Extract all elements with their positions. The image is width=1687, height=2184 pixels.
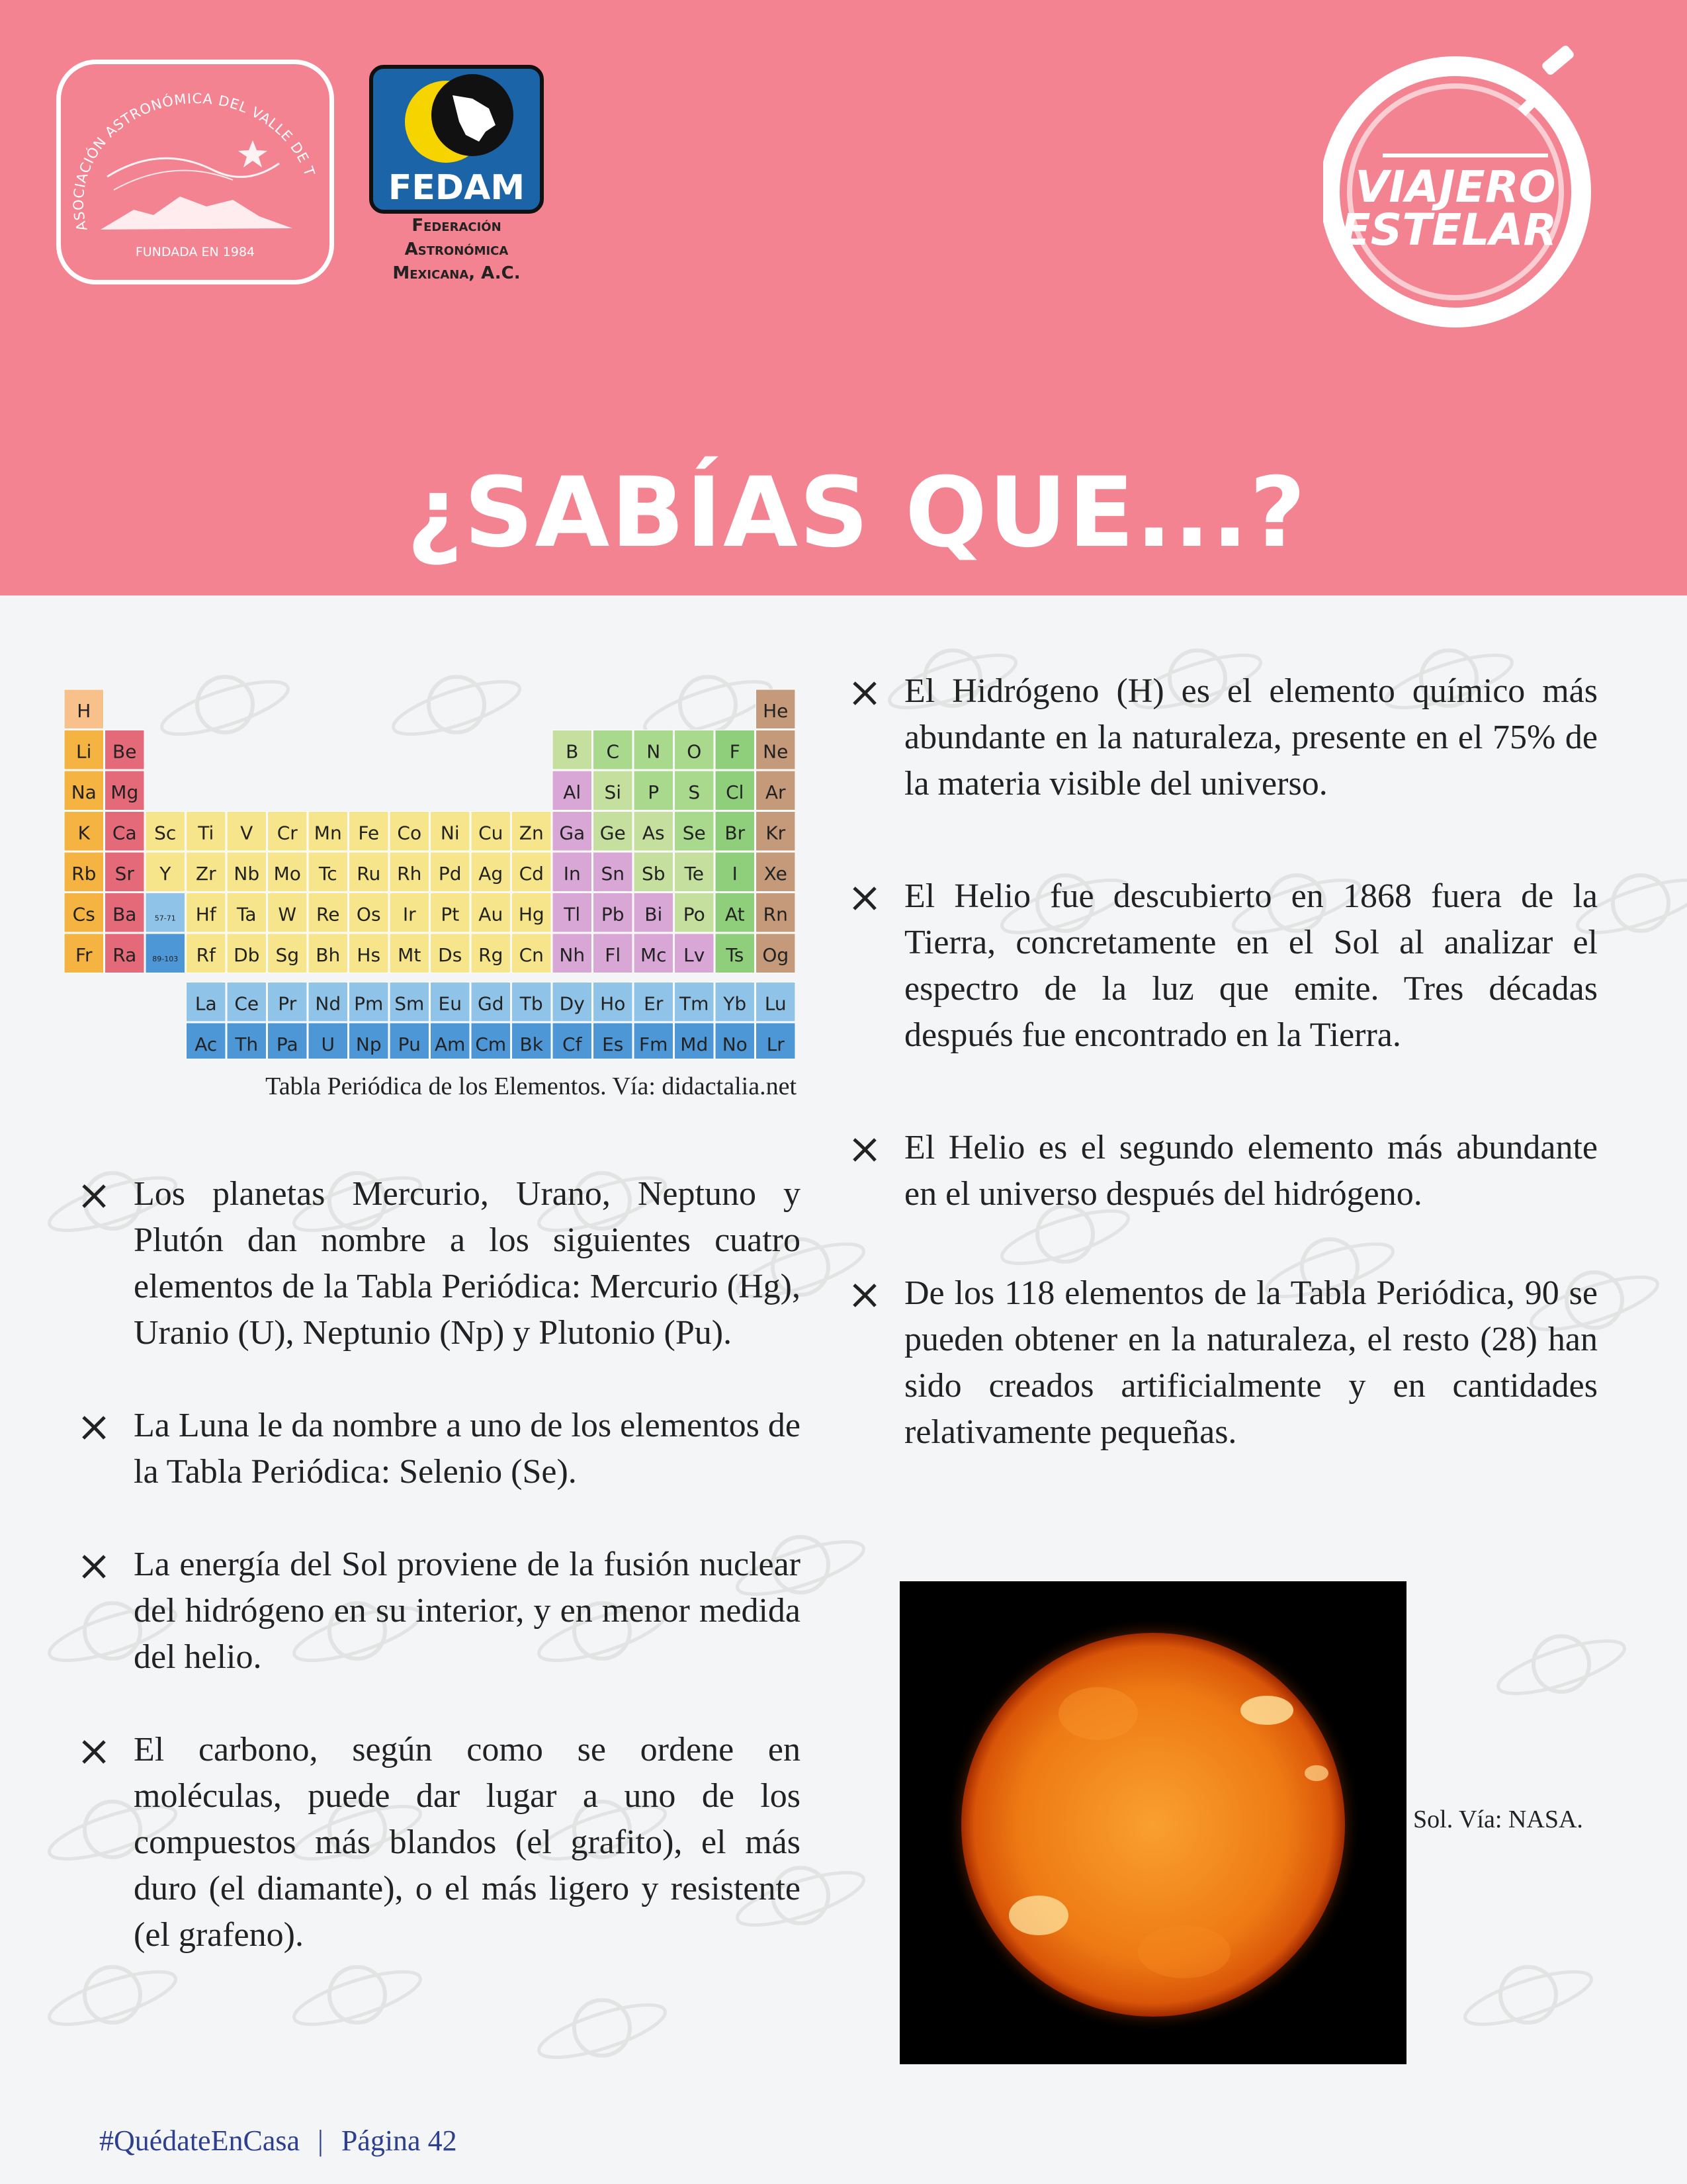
element-symbol: Ta [236, 903, 257, 926]
element-symbol: Bk [519, 1033, 543, 1055]
element-cell [227, 1023, 267, 1059]
element-cell [64, 852, 104, 892]
element-cell [146, 812, 185, 852]
element-symbol: Lv [683, 944, 705, 966]
element-symbol: Be [112, 740, 137, 763]
x-bullet-icon [850, 1135, 879, 1164]
element-cell [105, 852, 145, 892]
element-symbol: Te [684, 863, 705, 885]
element-cell [634, 730, 673, 770]
element-symbol: Sc [154, 822, 177, 844]
element-symbol: Og [762, 944, 789, 966]
element-symbol: Ce [234, 992, 259, 1015]
element-cell [308, 934, 348, 973]
element-symbol: Cl [726, 781, 744, 803]
element-symbol: Se [682, 822, 706, 844]
element-symbol: Dy [559, 992, 585, 1015]
element-symbol: V [240, 822, 253, 844]
periodic-table-graphic [63, 688, 797, 1059]
element-symbol: Cf [562, 1033, 582, 1055]
element-symbol: U [321, 1033, 335, 1055]
x-bullet-icon [79, 1737, 108, 1767]
element-cell [675, 852, 714, 892]
element-cell [227, 983, 267, 1022]
header-banner [0, 0, 1687, 595]
x-bullet-icon [79, 1182, 108, 1211]
element-symbol: He [763, 700, 789, 722]
element-cell [593, 1023, 633, 1059]
element-cell [675, 812, 714, 852]
fact-text: El Helio es el segundo elemento más abundante en el universo después del hidrógeno. [904, 1129, 1598, 1213]
element-symbol: Sr [114, 863, 134, 885]
element-symbol: Tb [519, 992, 543, 1015]
element-symbol: Nb [234, 863, 260, 885]
element-symbol: Re [316, 903, 340, 926]
element-symbol: Pd [438, 863, 462, 885]
sun-photo [900, 1581, 1406, 2064]
element-symbol: Cd [519, 863, 544, 885]
element-cell [268, 893, 308, 933]
element-symbol: Np [355, 1033, 382, 1055]
element-symbol: Ti [198, 822, 214, 844]
element-cell [146, 934, 185, 973]
element-symbol: No [722, 1033, 748, 1055]
element-symbol: I [732, 863, 738, 885]
element-symbol: C [606, 740, 620, 763]
periodic-table-figure [63, 688, 797, 1059]
right-column-facts [850, 668, 1598, 1456]
fact-item [850, 668, 1598, 807]
element-symbol: Ac [195, 1033, 218, 1055]
element-cell [552, 812, 592, 852]
fact-text: Los planetas Mercurio, Urano, Neptuno y Plutón dan nombre a los siguientes cuatro elementos de la Tabla Periódica: Mercurio (Hg), Uranio (U), Neptunio (Np) y Plutonio (Pu). [134, 1175, 800, 1352]
element-symbol: Gd [478, 992, 504, 1015]
fact-item [850, 1270, 1598, 1456]
element-cell [634, 934, 673, 973]
element-symbol: Co [397, 822, 422, 844]
element-cell [471, 1023, 511, 1059]
element-symbol: Pr [278, 992, 297, 1015]
element-symbol: Bi [644, 903, 663, 926]
element-cell [146, 893, 185, 933]
fedam-logo-text: FEDAM [388, 168, 525, 208]
element-symbol: B [566, 740, 579, 763]
x-bullet-icon [79, 1552, 108, 1581]
element-cell [634, 1023, 673, 1059]
element-symbol: At [724, 903, 745, 926]
element-cell [308, 983, 348, 1022]
fedam-logo [369, 65, 544, 283]
element-cell [349, 983, 389, 1022]
element-symbol: Db [234, 944, 260, 966]
element-symbol: Er [644, 992, 664, 1015]
page-footer [99, 2124, 457, 2158]
element-symbol: Br [724, 822, 746, 844]
avt-logo-founded: FUNDADA EN 1984 [135, 245, 255, 259]
element-symbol: Sn [601, 863, 625, 885]
element-cell [64, 689, 104, 729]
element-symbol: Fl [605, 944, 621, 966]
planet-watermark-icon [1489, 1621, 1634, 1707]
element-cell [268, 812, 308, 852]
element-symbol: Sg [275, 944, 300, 966]
element-symbol: Pu [398, 1033, 421, 1055]
element-cell [593, 852, 633, 892]
element-cell [471, 983, 511, 1022]
element-symbol: Sm [394, 992, 425, 1015]
element-symbol: Pm [354, 992, 384, 1015]
element-symbol: Ir [402, 903, 416, 926]
fact-text: De los 118 elementos de la Tabla Periódica, 90 se pueden obtener en la naturaleza, el resto (28) han sido creados artificialmente y en cantidades relativamente pequeñas. [904, 1274, 1598, 1451]
element-symbol: Th [235, 1033, 259, 1055]
element-cell [146, 852, 185, 892]
footer-page-number: Página 42 [341, 2124, 457, 2157]
fedam-subtitle-line: Astronómica [404, 240, 509, 259]
element-symbol: K [77, 822, 90, 844]
element-cell [756, 983, 796, 1022]
fact-text: El carbono, según como se ordene en moléculas, puede dar lugar a uno de los compuestos más blandos (el grafito), el más duro (el diamante), o el más ligero y resistente (el grafeno). [134, 1731, 800, 1954]
element-cell [431, 812, 470, 852]
element-symbol: Tc [318, 863, 337, 885]
element-cell [390, 852, 429, 892]
planet-watermark-icon [529, 1985, 675, 2071]
element-cell [187, 893, 226, 933]
left-column-facts [79, 1171, 800, 1958]
fact-item [850, 1125, 1598, 1217]
element-cell [105, 730, 145, 770]
element-symbol: Sb [641, 863, 666, 885]
element-cell [187, 812, 226, 852]
element-cell [675, 934, 714, 973]
element-symbol: Cs [72, 903, 95, 926]
element-cell [227, 934, 267, 973]
avt-logo-graphic [61, 64, 329, 280]
element-cell [64, 812, 104, 852]
element-cell [471, 934, 511, 973]
element-cell [512, 812, 552, 852]
fedam-subtitle [349, 214, 564, 285]
element-cell [512, 983, 552, 1022]
element-cell [675, 1023, 714, 1059]
fact-item [79, 1727, 800, 1958]
element-cell [64, 893, 104, 933]
element-symbol: Ge [599, 822, 626, 844]
fedam-moon-icon [373, 69, 540, 168]
element-symbol: Es [602, 1033, 624, 1055]
element-cell [308, 852, 348, 892]
element-symbol: Ar [765, 781, 786, 803]
element-cell [715, 934, 755, 973]
element-symbol: Cn [519, 944, 544, 966]
x-bullet-icon [850, 884, 879, 913]
element-symbol: Al [563, 781, 582, 803]
element-cell [105, 934, 145, 973]
element-cell [634, 893, 673, 933]
element-cell [675, 983, 714, 1022]
element-symbol: Yb [723, 992, 747, 1015]
element-symbol: Cm [475, 1033, 507, 1055]
element-cell [349, 852, 389, 892]
element-cell [64, 934, 104, 973]
element-symbol: Xe [763, 863, 787, 885]
fact-item [79, 1542, 800, 1681]
element-symbol: Na [71, 781, 97, 803]
fact-text: El Helio fue descubierto en 1868 fuera de la Tierra, concretamente en el Sol al analizar el espectro de la luz que emite. Tres décadas después fue encontrado en la Tierra. [904, 877, 1598, 1054]
element-cell [187, 983, 226, 1022]
element-symbol: Rn [763, 903, 788, 926]
element-symbol: H [77, 700, 91, 722]
element-cell [756, 771, 796, 810]
element-symbol: Mn [314, 822, 342, 844]
element-cell [552, 934, 592, 973]
element-cell [105, 893, 145, 933]
element-symbol: Bh [316, 944, 341, 966]
element-cell [390, 934, 429, 973]
page-title: ¿SABÍAS QUE...? [406, 457, 1307, 569]
element-cell [308, 893, 348, 933]
element-symbol: Mg [110, 781, 139, 803]
element-cell [268, 983, 308, 1022]
element-symbol: Pt [441, 903, 460, 926]
element-symbol: La [195, 992, 217, 1015]
element-cell [756, 893, 796, 933]
element-cell [308, 1023, 348, 1059]
element-cell [227, 893, 267, 933]
periodic-table-caption: Tabla Periódica de los Elementos. Vía: didactalia.net [265, 1072, 797, 1100]
element-cell [593, 983, 633, 1022]
element-symbol: Au [478, 903, 503, 926]
element-cell [593, 934, 633, 973]
element-symbol: Po [683, 903, 705, 926]
fact-item [850, 873, 1598, 1059]
element-cell [593, 812, 633, 852]
element-symbol: Hg [518, 903, 544, 926]
element-cell [268, 934, 308, 973]
element-cell [675, 730, 714, 770]
viajero-estelar-logo [1323, 40, 1614, 331]
element-symbol: Hs [357, 944, 381, 966]
footer-hashtag: #QuédateEnCasa [99, 2124, 300, 2157]
element-symbol: Zn [519, 822, 544, 844]
element-cell [390, 983, 429, 1022]
element-cell [552, 730, 592, 770]
element-symbol: Ne [763, 740, 789, 763]
element-symbol: Rf [196, 944, 216, 966]
element-symbol: Ra [112, 944, 137, 966]
element-cell [187, 934, 226, 973]
element-cell [634, 771, 673, 810]
element-symbol: Zr [195, 863, 216, 885]
element-symbol: Nh [559, 944, 585, 966]
element-cell [349, 812, 389, 852]
element-symbol: Mt [398, 944, 421, 966]
x-bullet-icon [850, 1281, 879, 1310]
x-bullet-icon [850, 679, 879, 708]
element-symbol: 89-103 [152, 955, 179, 963]
element-cell [756, 812, 796, 852]
element-symbol: Ts [726, 944, 744, 966]
element-cell [675, 771, 714, 810]
element-cell [64, 771, 104, 810]
element-symbol: N [646, 740, 661, 763]
viajero-logo-line1: VIAJERO [1355, 161, 1556, 212]
element-symbol: Ho [600, 992, 626, 1015]
element-symbol: Y [159, 863, 171, 885]
element-cell [64, 730, 104, 770]
element-cell [390, 1023, 429, 1059]
element-cell [268, 1023, 308, 1059]
element-symbol: Fe [358, 822, 380, 844]
element-cell [593, 771, 633, 810]
element-cell [471, 893, 511, 933]
element-cell [715, 983, 755, 1022]
fedam-logo-box [369, 65, 544, 214]
element-symbol: Nd [315, 992, 341, 1015]
element-symbol: Cr [277, 822, 298, 844]
element-cell [431, 983, 470, 1022]
element-cell [431, 1023, 470, 1059]
element-symbol: Tl [564, 903, 581, 926]
element-cell [634, 983, 673, 1022]
element-cell [227, 852, 267, 892]
element-symbol: Mc [640, 944, 667, 966]
element-cell [105, 771, 145, 810]
element-cell [593, 893, 633, 933]
element-symbol: S [688, 781, 701, 803]
element-cell [390, 893, 429, 933]
viajero-logo-line2: ESTELAR [1340, 204, 1557, 255]
element-cell [675, 893, 714, 933]
element-symbol: Lu [764, 992, 787, 1015]
element-cell [552, 983, 592, 1022]
element-symbol: Md [680, 1033, 709, 1055]
viajero-telescope-graphic [1323, 40, 1614, 331]
element-cell [227, 812, 267, 852]
element-symbol: Fm [639, 1033, 668, 1055]
element-cell [756, 730, 796, 770]
element-symbol: Mo [273, 863, 301, 885]
element-symbol: Pa [276, 1033, 298, 1055]
element-cell [512, 934, 552, 973]
element-symbol: Lr [766, 1033, 785, 1055]
element-cell [349, 1023, 389, 1059]
element-symbol: F [729, 740, 740, 763]
element-cell [431, 852, 470, 892]
element-symbol: Ca [112, 822, 137, 844]
element-symbol: Si [604, 781, 622, 803]
fact-item [79, 1403, 800, 1495]
fact-text: La Luna le da nombre a uno de los elementos de la Tabla Periódica: Selenio (Se). [134, 1407, 800, 1491]
element-cell [349, 893, 389, 933]
sun-graphic [900, 1581, 1406, 2064]
element-symbol: Ag [478, 863, 503, 885]
element-symbol: Kr [765, 822, 786, 844]
element-symbol: Rh [397, 863, 422, 885]
sun-caption: Sol. Vía: NASA. [1413, 1806, 1583, 1833]
element-cell [715, 893, 755, 933]
element-cell [715, 771, 755, 810]
element-symbol: Hf [195, 903, 216, 926]
element-cell [756, 1023, 796, 1059]
planet-watermark-icon [284, 1952, 430, 2038]
element-symbol: W [278, 903, 297, 926]
element-cell [390, 812, 429, 852]
element-cell [715, 852, 755, 892]
planet-watermark-icon [40, 1952, 185, 2038]
element-cell [593, 730, 633, 770]
element-symbol: Fr [75, 944, 93, 966]
avt-logo [56, 60, 334, 284]
element-cell [756, 852, 796, 892]
element-cell [512, 1023, 552, 1059]
element-cell [552, 893, 592, 933]
element-cell [471, 852, 511, 892]
element-cell [552, 852, 592, 892]
element-cell [512, 852, 552, 892]
planet-watermark-icon [1455, 1952, 1601, 2038]
element-symbol: Am [435, 1033, 466, 1055]
element-cell [634, 852, 673, 892]
element-symbol: Ga [559, 822, 585, 844]
element-symbol: Li [76, 740, 92, 763]
element-symbol: Tm [679, 992, 709, 1015]
element-cell [471, 812, 511, 852]
avt-logo-arc-text: ASOCIACIÓN ASTRONÓMICA DEL VALLE DE T [70, 90, 318, 233]
element-symbol: Ba [112, 903, 137, 926]
element-symbol: Rb [71, 863, 97, 885]
element-symbol: As [642, 822, 665, 844]
fedam-subtitle-line: Mexicana, A.C. [392, 263, 521, 283]
element-symbol: Rg [478, 944, 503, 966]
element-cell [308, 812, 348, 852]
element-cell [634, 812, 673, 852]
element-cell [268, 852, 308, 892]
element-symbol: O [687, 740, 702, 763]
fedam-subtitle-line: Federación [411, 216, 501, 236]
element-cell [715, 812, 755, 852]
element-symbol: Ni [440, 822, 460, 844]
element-cell [756, 689, 796, 729]
element-cell [512, 893, 552, 933]
element-symbol: 57-71 [154, 914, 176, 923]
element-symbol: Ds [438, 944, 462, 966]
element-cell [552, 1023, 592, 1059]
fact-text: El Hidrógeno (H) es el elemento químico más abundante en la naturaleza, presente en el 75% de la materia visible del universo. [904, 672, 1598, 803]
element-cell [431, 934, 470, 973]
element-cell [715, 1023, 755, 1059]
element-symbol: Cu [478, 822, 503, 844]
element-symbol: Ru [357, 863, 381, 885]
footer-separator: | [318, 2124, 324, 2157]
element-cell [349, 934, 389, 973]
element-cell [431, 893, 470, 933]
element-cell [105, 812, 145, 852]
element-symbol: P [648, 781, 660, 803]
element-cell [187, 1023, 226, 1059]
fact-item [79, 1171, 800, 1356]
element-cell [756, 934, 796, 973]
x-bullet-icon [79, 1413, 108, 1442]
element-symbol: In [563, 863, 581, 885]
element-symbol: Eu [438, 992, 462, 1015]
fact-text: La energía del Sol proviene de la fusión nuclear del hidrógeno en su interior, y en menor medida del helio. [134, 1546, 800, 1676]
element-cell [187, 852, 226, 892]
element-cell [715, 730, 755, 770]
element-cell [552, 771, 592, 810]
element-symbol: Os [356, 903, 381, 926]
element-symbol: Pb [601, 903, 625, 926]
